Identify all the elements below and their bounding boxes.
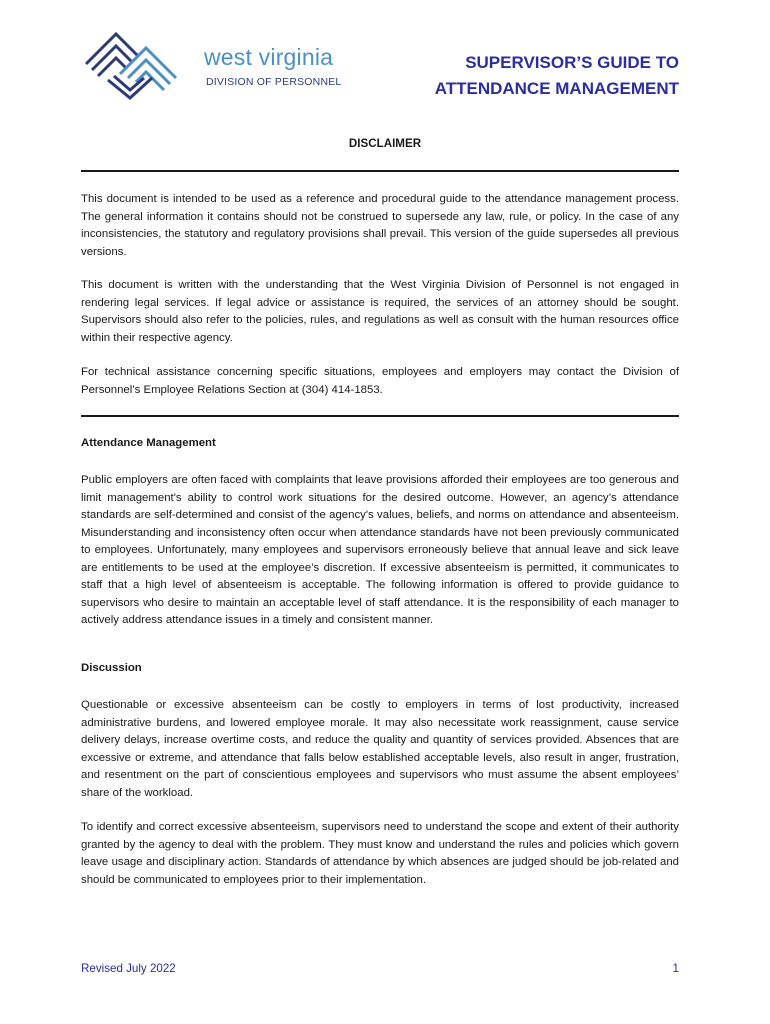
disclaimer-top-rule bbox=[81, 170, 679, 172]
document-title-line-2: ATTENDANCE MANAGEMENT bbox=[434, 79, 679, 98]
disclaimer-bottom-rule bbox=[81, 415, 679, 417]
attendance-management-paragraph: Public employers are often faced with complaints that leave provisions afforded their employees are too generous and limit management's ability to control work situations for the desired outcome. However, an agency’s attendance standards are self-determined and consist of the agency's values, beliefs, and norms on attendance and absenteeism. Misunderstanding and inconsistency often occur when attendance standards have not been previously communicated to employees. Unfortunately, many employees and supervisors erroneously believe that annual leave and sick leave are entitlements to be used at the employee’s discretion. If excessive absenteeism is permitted, it communicates to staff that a high level of absenteeism is acceptable. The following information is offered to provide guidance to supervisors who desire to maintain an acceptable level of staff attendance. It is the responsibility of each manager to actively address attendance issues in a timely and consistent manner. bbox=[81, 474, 679, 626]
discussion-paragraph-1: Questionable or excessive absenteeism can be costly to employers in terms of lost productivity, increased administrative burdens, and lowered employee morale. It may also necessitate work reassignment, cause service delivery delays, increase overtime costs, and reduce the quality and quantity of services provided. Absences that are excessive or extreme, and attendance that falls below established acceptable levels, also result in anger, frustration, and resentment on the part of conscientious employees and supervisors who must assume the absent employees’ share of the workload. bbox=[81, 699, 679, 799]
disclaimer-paragraph-3: For technical assistance concerning specific situations, employees and employers may contact the Division of Personnel’s Employee Relations Section at (304) 414-1853. bbox=[81, 366, 679, 396]
footer-revised-date: Revised July 2022 bbox=[81, 962, 176, 975]
logo-chevron-mark bbox=[80, 30, 200, 100]
wv-division-of-personnel-logo bbox=[80, 30, 350, 100]
attendance-management-heading: Attendance Management bbox=[81, 437, 216, 449]
disclaimer-heading: DISCLAIMER bbox=[348, 137, 422, 150]
discussion-paragraph-2: To identify and correct excessive absenteeism, supervisors need to understand the scope and extent of their authority granted by the agency to deal with the problem. They must know and understand the rules and policies which govern leave usage and disciplinary action. Standards of attendance by which absences are judged should be job-related and should be communicated to employees prior to their implementation. bbox=[81, 821, 679, 886]
footer-page-number: 1 bbox=[672, 962, 679, 975]
disclaimer-paragraph-2: This document is written with the understanding that the West Virginia Division of Personnel is not engaged in rendering legal services. If legal advice or assistance is required, the services of an attorney should be sought. Supervisors should also refer to the policies, rules, and regulations as well as consult with the human resources office within their respective agency. bbox=[81, 279, 679, 344]
disclaimer-paragraph-1: This document is intended to be used as a reference and procedural guide to the attendance management process. The general information it contains should not be construed to supersede any law, rule, or policy. In the case of any inconsistencies, the statutory and regulatory provisions shall prevail. This version of the guide supersedes all previous versions. bbox=[81, 193, 679, 258]
document-title bbox=[339, 50, 679, 102]
logo-wordmark: west virginia bbox=[204, 44, 334, 70]
document-title-line-1: SUPERVISOR’S GUIDE TO bbox=[465, 53, 679, 72]
logo-division-text: DIVISION OF PERSONNEL bbox=[206, 76, 342, 88]
discussion-heading: Discussion bbox=[81, 662, 142, 674]
